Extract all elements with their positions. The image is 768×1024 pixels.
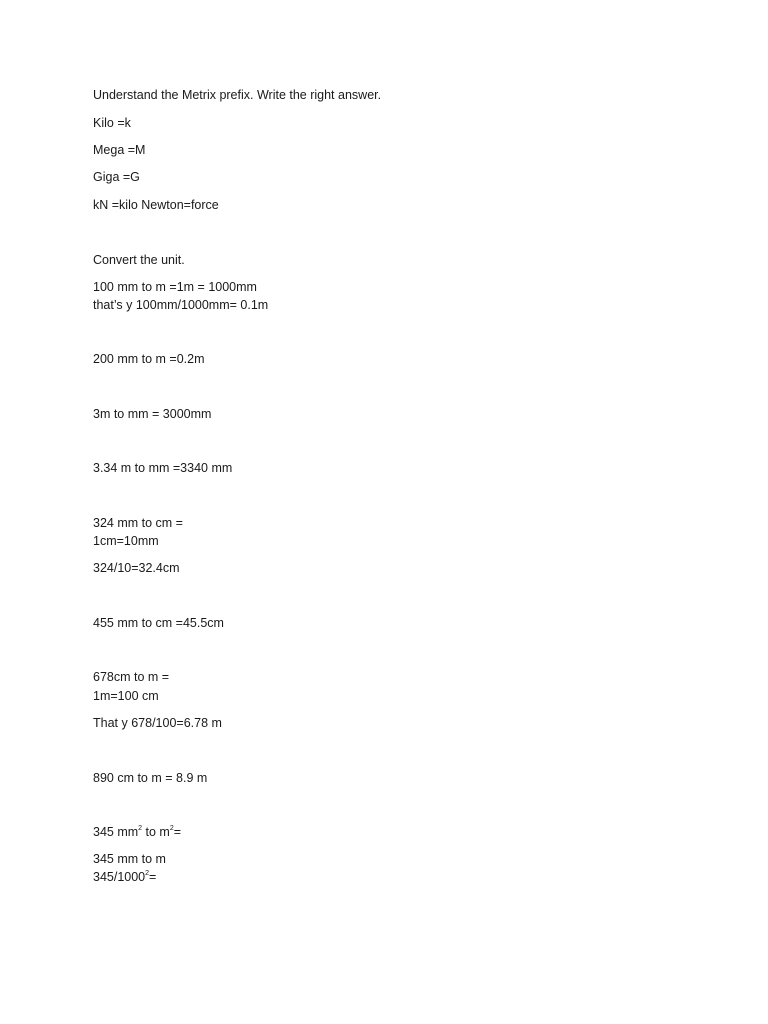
q5-line3: 324/10=32.4cm (93, 561, 180, 575)
q4-line: 3.34 m to mm =3340 mm (93, 461, 233, 475)
q2-line: 200 mm to m =0.2m (93, 352, 205, 366)
q8-line: 890 cm to m = 8.9 m (93, 771, 208, 785)
q9-part-b: to m (142, 825, 170, 839)
prefix-giga: Giga =G (93, 170, 140, 184)
prefix-mega: Mega =M (93, 143, 146, 157)
q7-line2: 1m=100 cm (93, 689, 159, 703)
convert-heading: Convert the unit. (93, 253, 185, 267)
q9-part-c: = (173, 825, 182, 839)
prefix-kn: kN =kilo Newton=force (93, 198, 219, 212)
q5-line2: 1cm=10mm (93, 534, 159, 548)
q9-superscript-1: 2 (138, 824, 143, 832)
q6-line: 455 mm to cm =45.5cm (93, 616, 224, 630)
q9-line3-part-a: 345/1000 (93, 870, 146, 884)
q3-line: 3m to mm = 3000mm (93, 407, 212, 421)
q1-line2: that’s y 100mm/1000mm= 0.1m (93, 298, 269, 312)
q9-line3 (93, 869, 156, 885)
q5-line1: 324 mm to cm = (93, 516, 183, 530)
q7-line1: 678cm to m = (93, 670, 170, 684)
q1-line1: 100 mm to m =1m = 1000mm (93, 280, 257, 294)
q9-superscript-2: 2 (169, 824, 174, 832)
q9-line1 (93, 824, 181, 840)
intro-text: Understand the Metrix prefix. Write the right answer. (93, 88, 382, 102)
prefix-kilo: Kilo =k (93, 116, 131, 130)
q9-superscript-3: 2 (145, 869, 150, 877)
q9-line3-part-b: = (149, 870, 157, 884)
q9-line2: 345 mm to m (93, 852, 166, 866)
q7-line3: That y 678/100=6.78 m (93, 716, 222, 730)
q9-part-a: 345 mm (93, 825, 139, 839)
